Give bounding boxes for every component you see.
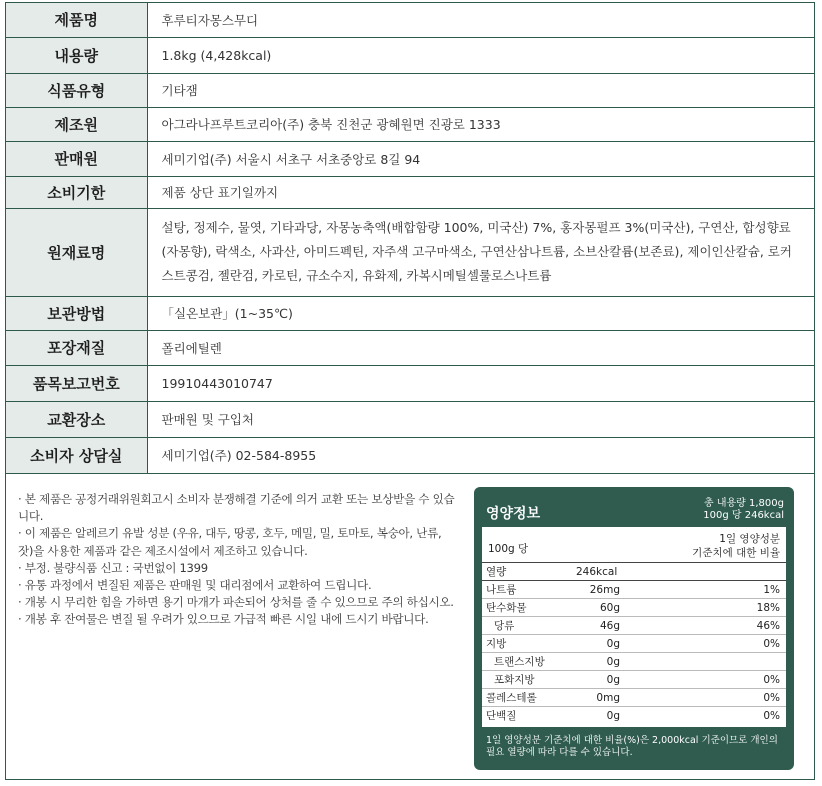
note-item: · 이 제품은 알레르기 유발 성분 (우유, 대두, 땅콩, 호두, 메밀, 밀, 토마토, 복숭아, 난류, 잣)을 사용한 제품과 같은 제조시설에서 제조하고 있습니다. [18, 526, 442, 558]
spec-label: 식품유형 [6, 73, 147, 107]
spec-value: 1.8kg (4,428kcal) [147, 37, 814, 73]
spec-row-seller [6, 141, 814, 176]
nutrition-header [482, 527, 786, 563]
spec-value: 판매원 및 구입처 [147, 401, 814, 437]
nutrient-amount: 0g [606, 638, 620, 650]
nutrient-percent: 46% [756, 620, 780, 632]
spec-row-food-type [6, 73, 814, 107]
note-item: · 유통 과정에서 변질된 제품은 판매원 및 대리점에서 교환하여 드립니다. [18, 578, 372, 593]
nutrient-percent: 18% [756, 602, 780, 614]
nutrient-name: 열량 [486, 566, 507, 578]
spec-row-packaging [6, 330, 814, 365]
nutrition-row [482, 689, 786, 707]
spec-label: 내용량 [6, 37, 147, 73]
nutrition-facts-panel [474, 487, 794, 770]
spec-label: 보관방법 [6, 296, 147, 330]
spec-value: 아그라나프루트코리아(주) 충북 진천군 광혜원면 진광로 1333 [147, 107, 814, 141]
nutrient-amount: 46g [599, 620, 620, 632]
spec-label: 소비기한 [6, 176, 147, 208]
nutrition-row [482, 707, 786, 725]
nutrition-row [482, 671, 786, 689]
nutrient-name: 포화지방 [494, 674, 535, 686]
nutrient-name: 탄수화물 [486, 602, 527, 614]
nutrition-row [482, 581, 786, 599]
nutrient-percent: 0% [763, 638, 780, 650]
spec-row-volume [6, 37, 814, 73]
nutrient-name: 지방 [486, 638, 507, 650]
spec-row-expiry [6, 176, 814, 208]
nutrition-row [482, 653, 786, 671]
spec-row-storage [6, 296, 814, 330]
spec-row-ingredients [6, 208, 814, 296]
spec-value: 세미기업(주) 서울시 서초구 서초중앙로 8길 94 [147, 141, 814, 176]
note-item: · 부정. 불량식품 신고 : 국번없이 1399 [18, 560, 208, 575]
product-info-frame [5, 2, 815, 780]
nutrition-row-kcal [482, 563, 786, 581]
nutrient-amount: 246kcal [576, 566, 618, 578]
spec-label: 제조원 [6, 107, 147, 141]
nutrition-total-kcal: 100g 당 246kcal [703, 510, 784, 521]
caution-notes [18, 491, 458, 629]
spec-row-product-name [6, 3, 814, 37]
nutrition-row [482, 617, 786, 635]
spec-label: 품목보고번호 [6, 365, 147, 401]
ratio-header-line: 기준치에 대한 비율 [692, 547, 780, 559]
spec-row-exchange [6, 401, 814, 437]
nutrient-name: 트랜스지방 [494, 656, 545, 668]
nutrient-percent: 1% [763, 584, 780, 596]
nutrient-amount: 0g [606, 674, 620, 686]
spec-row-consumer-center [6, 437, 814, 473]
nutrition-title: 영양정보 [486, 506, 541, 522]
spec-value: 제품 상단 표기일까지 [147, 176, 814, 208]
spec-label: 제품명 [6, 3, 147, 37]
spec-label: 원재료명 [6, 208, 147, 296]
spec-label: 소비자 상담실 [6, 437, 147, 473]
nutrition-ratio-header [692, 532, 780, 560]
nutrient-amount: 0g [606, 710, 620, 722]
nutrition-row [482, 599, 786, 617]
nutrient-percent: 0% [763, 692, 780, 704]
spec-label: 포장재질 [6, 330, 147, 365]
nutrient-name: 콜레스테롤 [486, 692, 537, 704]
spec-label: 판매원 [6, 141, 147, 176]
spec-value: 폴리에틸렌 [147, 330, 814, 365]
nutrient-amount: 0g [606, 656, 620, 668]
spec-label: 교환장소 [6, 401, 147, 437]
nutrient-name: 당류 [494, 620, 515, 632]
product-spec-table [6, 3, 814, 474]
note-item: · 본 제품은 공정거래위원회고시 소비자 분쟁해결 기준에 의거 교환 또는 보상받을 수 있습니다. [18, 492, 455, 524]
spec-value: 기타잼 [147, 73, 814, 107]
nutrition-total-content: 총 내용량 1,800g [704, 498, 784, 509]
spec-row-manufacturer [6, 107, 814, 141]
spec-value: 19910443010747 [147, 365, 814, 401]
spec-value: 「실온보관」(1~35℃) [147, 296, 814, 330]
nutrition-row [482, 635, 786, 653]
nutrient-name: 나트륨 [486, 584, 517, 596]
nutrient-amount: 26mg [589, 584, 620, 596]
nutrition-table [482, 527, 786, 727]
nutrient-amount: 0mg [596, 692, 620, 704]
nutrition-footnote: 1일 영양성분 기준치에 대한 비율(%)은 2,000kcal 기준이므로 개인의 필요 열량에 따라 다를 수 있습니다. [486, 735, 778, 758]
note-item: · 개봉 후 잔여물은 변질 될 우려가 있으므로 가급적 빠른 시일 내에 드시기 바랍니다. [18, 612, 429, 627]
note-item: · 개봉 시 무리한 힘을 가하면 용기 마개가 파손되어 상처를 줄 수 있으므로 주의 하십시오. [18, 595, 454, 610]
ratio-header-line: 1일 영양성분 [719, 533, 780, 545]
spec-value: 세미기업(주) 02-584-8955 [147, 437, 814, 473]
nutrition-per-unit: 100g 당 [488, 543, 529, 555]
nutrition-total [703, 498, 784, 522]
nutrient-percent: 0% [763, 710, 780, 722]
nutrient-amount: 60g [599, 602, 620, 614]
nutrient-name: 단백질 [486, 710, 517, 722]
nutrient-percent: 0% [763, 674, 780, 686]
spec-value: 설탕, 정제수, 물엿, 기타과당, 자몽농축액(배합함량 100%, 미국산) 7%, 홍자몽펄프 3%(미국산), 구연산, 합성향료(자몽향), 락색소, 사과산, 아미드펙틴, 자주색 고구마색소, 구연산삼나트륨, 소브산칼륨(보존료), 제이인산칼슘, 로커스트콩검, 젤란검, 카로틴, 규소수지, 유화제, 카복시메틸셀룰로스나트륨 [147, 208, 814, 296]
spec-row-report-number [6, 365, 814, 401]
spec-value: 후루티자몽스무디 [147, 3, 814, 37]
